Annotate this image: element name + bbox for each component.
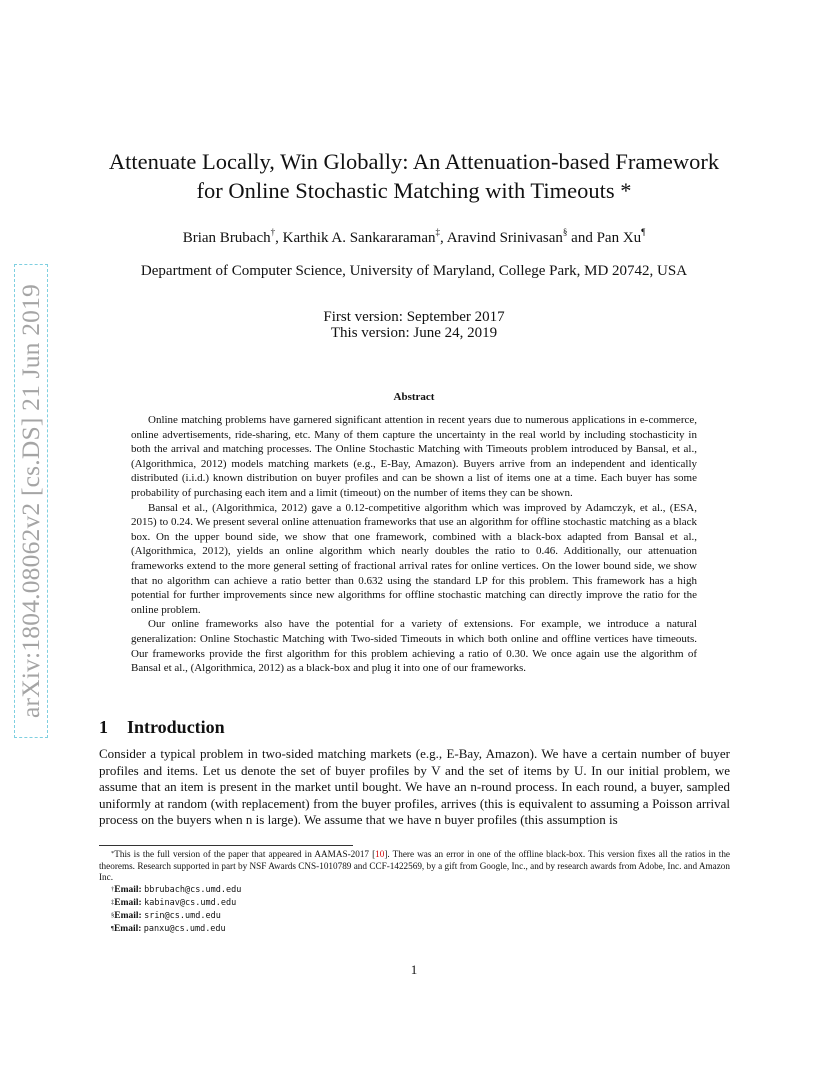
- footnote-text: ]. There was an error in one of the offline black-box. This version fixes all the ratios in the theorems. Research supported in part by NSF Awards CNS-1010789 and CCF-1422569, by a gift from Google, Inc., and by research awards from Adobe, Inc. and Amazon Inc.: [99, 849, 730, 883]
- page-number: 1: [410, 962, 418, 977]
- affiliation: Department of Computer Science, University of Maryland, College Park, MD 20742, USA: [140, 263, 688, 279]
- author-list: [60, 227, 768, 247]
- email-footnote: [99, 897, 730, 910]
- citation-link[interactable]: 10: [375, 849, 385, 859]
- footnotes: [99, 849, 730, 936]
- email-label: Email:: [114, 910, 142, 921]
- abstract-paragraph: Bansal et al., (Algorithmica, 2012) gave a 0.12-competitive algorithm which was improved by Adamczyk, et al., (ESA, 2015) to 0.24. We present several online attenuation frameworks that use an algorithm for offline stochastic matching as a black box. On the upper bound side, we show that one framework, combined with a black-box adapted from Bansal et al., (Algorithmica, 2012), yields an online algorithm which nearly doubles the ratio to 0.46. Additionally, our attenuation frameworks extend to the more general setting of fractional arrival rates for online vertices. On the lower bound side, we show that no algorithm can achieve a ratio better than 0.632 using the standard LP for this problem. This framework has a high potential for further improvements since new algorithms for offline stochastic matching can directly improve the ratio for the online problem.: [131, 501, 697, 616]
- author-separator: ,: [440, 230, 447, 246]
- author-name: Karthik A. Sankararaman: [282, 230, 436, 246]
- author-mark: ¶: [641, 227, 646, 237]
- paper-title: [60, 147, 768, 205]
- email-footnote: [99, 923, 730, 936]
- section-number: 1: [99, 717, 108, 737]
- abstract-body: [131, 413, 697, 676]
- author-name: Pan Xu: [596, 230, 642, 246]
- first-version: First version: September 2017: [323, 309, 505, 325]
- footnote-mark: §: [111, 911, 115, 919]
- footnote-rule: [99, 845, 353, 846]
- author-name: Brian Brubach: [182, 230, 271, 246]
- author-separator: ,: [275, 230, 283, 246]
- email-address[interactable]: panxu@cs.umd.edu: [143, 923, 226, 934]
- abstract-paragraph: Our online frameworks also have the potential for a variety of extensions. For example, we introduce a natural generalization: Online Stochastic Matching with Two-sided Timeouts in which both online and offline vertices have timeouts. Our frameworks provide the first algorithm for this problem achieving a ratio of 0.30. We once again use the algorithm of Bansal et al., (Algorithmica, 2012) as a black-box and plug it into one of our frameworks.: [131, 618, 697, 675]
- email-footnote: [99, 884, 730, 897]
- title-line-1: Attenuate Locally, Win Globally: An Attenuation-based Framework: [108, 149, 720, 174]
- email-label: Email:: [113, 923, 142, 934]
- footnote-mark: †: [111, 885, 115, 893]
- author-mark: §: [562, 227, 568, 237]
- email-address[interactable]: kabinav@cs.umd.edu: [144, 897, 237, 908]
- arxiv-stamp-text: arXiv:1804.08062v2 [cs.DS] 21 Jun 2019: [16, 284, 45, 718]
- this-version: This version: June 24, 2019: [330, 325, 498, 341]
- arxiv-stamp: [14, 264, 48, 738]
- body-paragraph: Consider a typical problem in two-sided matching markets (e.g., E-Bay, Amazon). We have a certain number of buyer profiles and items. Let us denote the set of buyer profiles by V and the set of items by U. In our initial problem, we assume that an item is present in the market until bought. We have an n-round process. In each round, a buyer, sampled uniformly at random (with replacement) from the buyer profiles, arrives (this is equivalent to assuming a Poisson arrival process on the buyers when n is large). We assume that we have n buyer profiles (this assumption is: [99, 746, 730, 828]
- abstract-paragraph: Online matching problems have garnered significant attention in recent years due to numerous applications in e-commerce, online advertisements, ride-sharing, etc. Many of them capture the uncertainty in the real world by including stochasticity in both the arrival and matching processes. The Online Stochastic Matching with Timeouts problem introduced by Bansal, et al., (Algorithmica, 2012) models matching markets (e.g., E-Bay, Amazon). Buyers arrive from an independent and identically distributed (i.i.d.) known distribution on buyer profiles and can be shown a list of items one at a time. Each buyer has some probability of purchasing each item and a limit (timeout) on the number of items they can be shown.: [131, 414, 697, 499]
- author-separator: and: [567, 230, 597, 246]
- section-title: Introduction: [127, 717, 225, 737]
- email-footnote: [99, 910, 730, 923]
- footnote-text: This is the full version of the paper that appeared in AAMAS-2017 [: [114, 849, 376, 859]
- title-line-2: for Online Stochastic Matching with Timeouts *: [196, 178, 632, 203]
- email-label: Email:: [114, 884, 142, 895]
- email-address[interactable]: bbrubach@cs.umd.edu: [144, 884, 242, 895]
- author-mark: ‡: [435, 227, 440, 237]
- footnote-mark: *: [111, 850, 115, 857]
- abstract-heading: Abstract: [393, 391, 435, 403]
- author-name: Aravind Srinivasan: [446, 230, 563, 246]
- footnote-mark: ¶: [111, 924, 114, 932]
- section-heading: [99, 717, 225, 738]
- funding-footnote: [99, 849, 730, 884]
- version-info: [60, 309, 768, 341]
- footnote-mark: ‡: [111, 898, 115, 906]
- email-label: Email:: [114, 897, 142, 908]
- email-address[interactable]: srin@cs.umd.edu: [144, 910, 221, 921]
- author-mark: †: [270, 227, 276, 237]
- introduction-body: [99, 746, 730, 829]
